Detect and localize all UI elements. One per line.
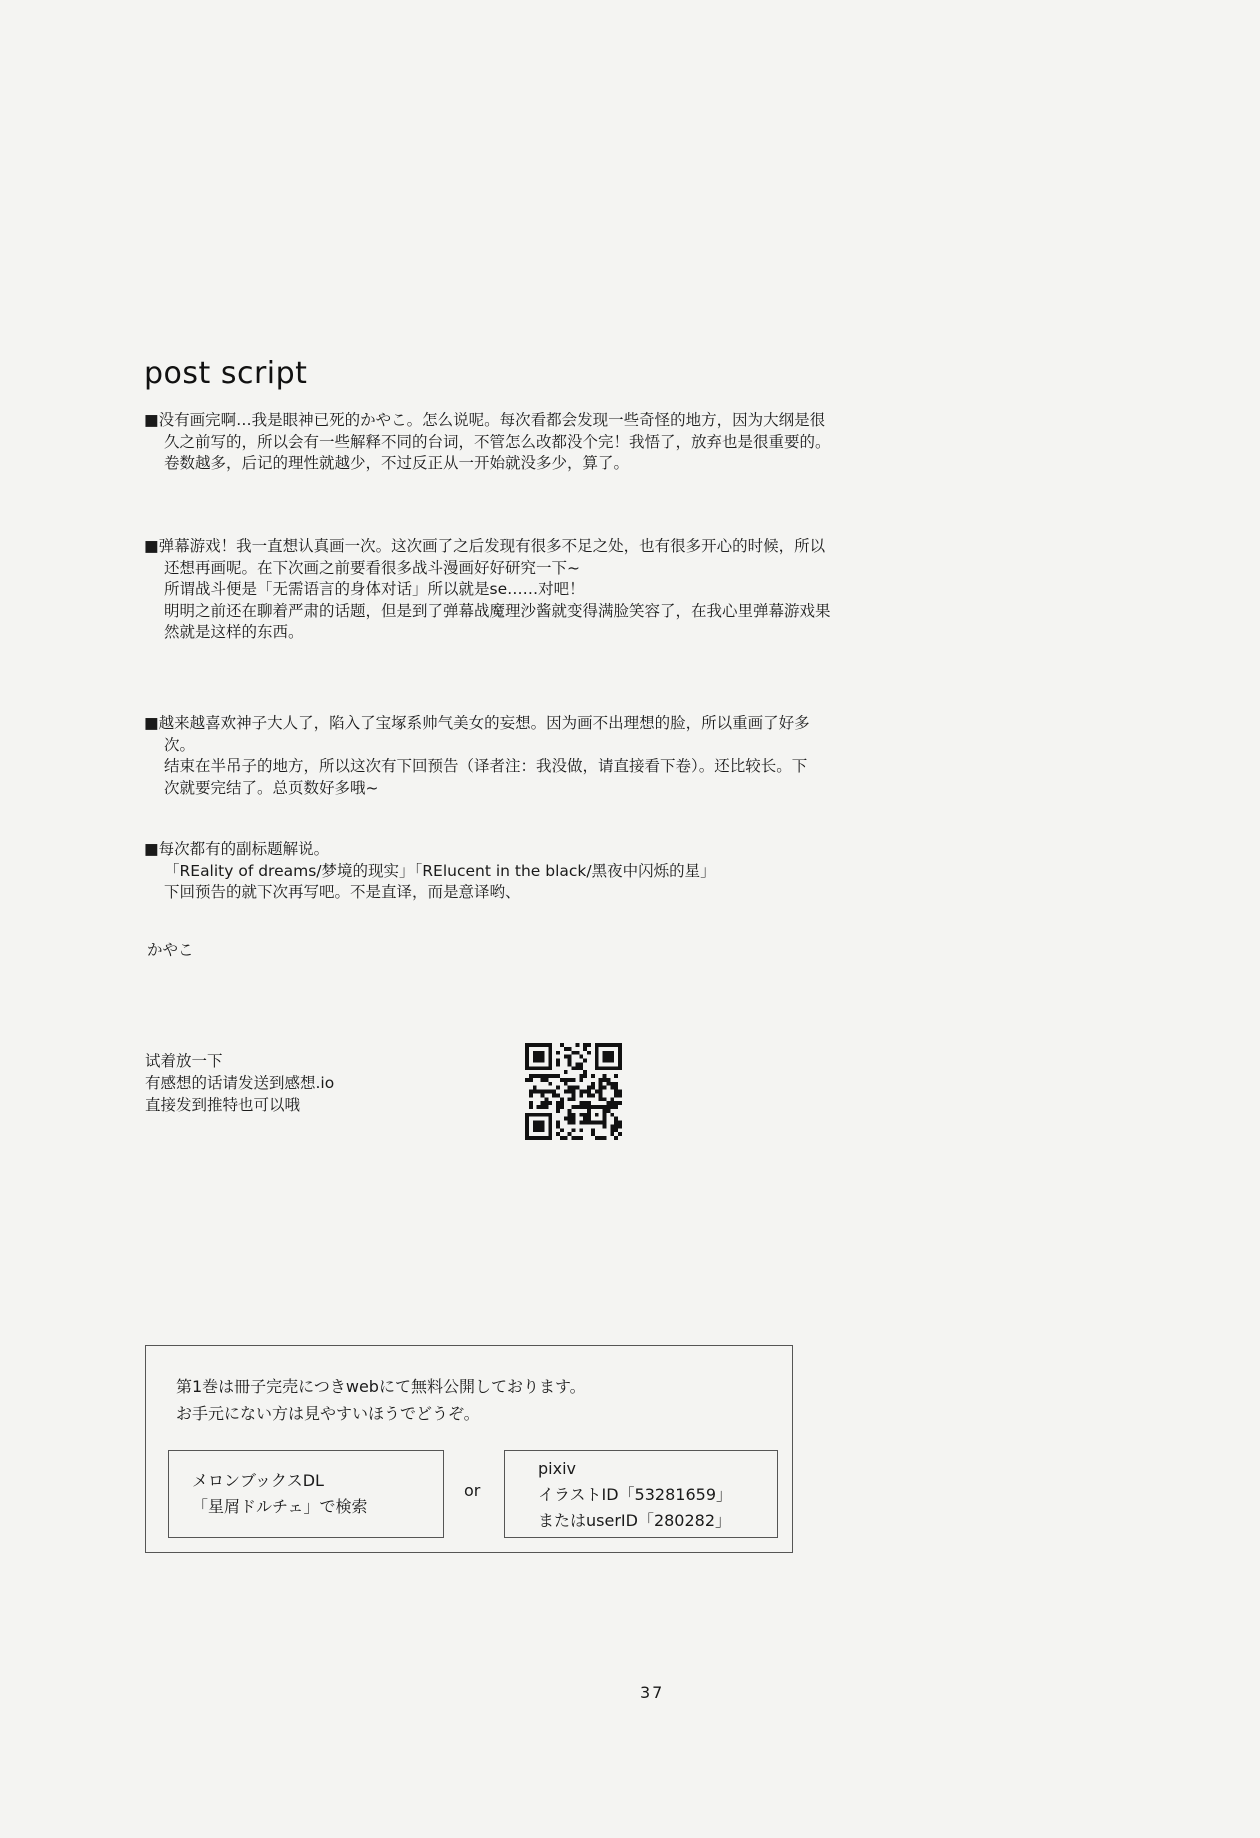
pixiv-box [504, 1450, 778, 1538]
paragraph-line: ■没有画完啊…我是眼神已死的かやこ。怎么说呢。每次看都会发现一些奇怪的地方，因为大纲是很 [144, 411, 826, 429]
qr-code-icon [525, 1043, 622, 1140]
paragraph-line: 然就是这样的东西。 [164, 623, 304, 641]
paragraph-line: 明明之前还在聊着严肃的话题，但是到了弹幕战魔理沙酱就变得满脸笑容了，在我心里弹幕游戏果 [164, 601, 831, 620]
paragraph-line: 卷数越多，后记的理性就越少，不过反正从一开始就没多少，算了。 [164, 454, 630, 472]
author-signature: かやこ [147, 941, 194, 959]
postscript-paragraph-2 [144, 536, 944, 644]
paragraph-line: 所谓战斗便是「无需语言的身体对话」所以就是se……对吧！ [164, 580, 585, 598]
info-intro [176, 1373, 586, 1427]
paragraph-line: 次。 [164, 735, 196, 754]
paragraph-line: ■每次都有的副标题解说。 [144, 840, 330, 858]
paragraph-line: 「REality of dreams/梦境的现实」「RElucent in the black/黑夜中闪烁的星」 [164, 861, 716, 880]
feedback-line: 有感想的话请发送到感想.io [145, 1074, 335, 1092]
paragraph-line: 还想再画呢。在下次画之前要看很多战斗漫画好好研究一下~ [164, 558, 580, 577]
info-intro-line: 第1巻は冊子完売につきwebにて無料公開しております。 [176, 1377, 586, 1396]
paragraph-line: ■弹幕游戏！我一直想认真画一次。这次画了之后发现有很多不足之处，也有很多开心的时候，所以 [144, 537, 826, 555]
info-intro-line: お手元にない方は見やすいほうでどうぞ。 [176, 1404, 480, 1423]
pixiv-line: またはuserID「280282」 [538, 1511, 732, 1530]
or-label: or [464, 1481, 481, 1500]
feedback-line: 直接发到推特也可以哦 [145, 1096, 301, 1114]
pixiv-line: イラストID「53281659」 [538, 1485, 732, 1504]
paragraph-line: 久之前写的，所以会有一些解释不同的台词，不管怎么改都没个完！我悟了，放弃也是很重要的。 [164, 432, 831, 451]
melonbooks-line: 「星屑ドルチェ」で検索 [192, 1497, 368, 1516]
feedback-line: 试着放一下 [145, 1052, 223, 1070]
melonbooks-line: メロンブックスDL [192, 1471, 324, 1490]
page-heading: post script [144, 356, 308, 391]
pixiv-line: pixiv [538, 1459, 576, 1478]
page-number: 37 [640, 1683, 665, 1702]
feedback-note [145, 1050, 334, 1116]
melonbooks-box [168, 1450, 444, 1538]
paragraph-line: 下回预告的就下次再写吧。不是直译，而是意译哟、 [164, 883, 521, 901]
free-access-info-box [145, 1345, 793, 1553]
postscript-paragraph-4 [144, 839, 944, 904]
postscript-paragraph-1 [144, 410, 944, 475]
paragraph-line: 次就要完结了。总页数好多哦~ [164, 778, 379, 797]
postscript-paragraph-3 [144, 713, 944, 799]
paragraph-line: ■越来越喜欢神子大人了，陷入了宝塚系帅气美女的妄想。因为画不出理想的脸，所以重画了好多 [144, 714, 810, 732]
paragraph-line: 结束在半吊子的地方，所以这次有下回预告（译者注：我没做，请直接看下卷）。还比较长。下 [164, 757, 808, 775]
